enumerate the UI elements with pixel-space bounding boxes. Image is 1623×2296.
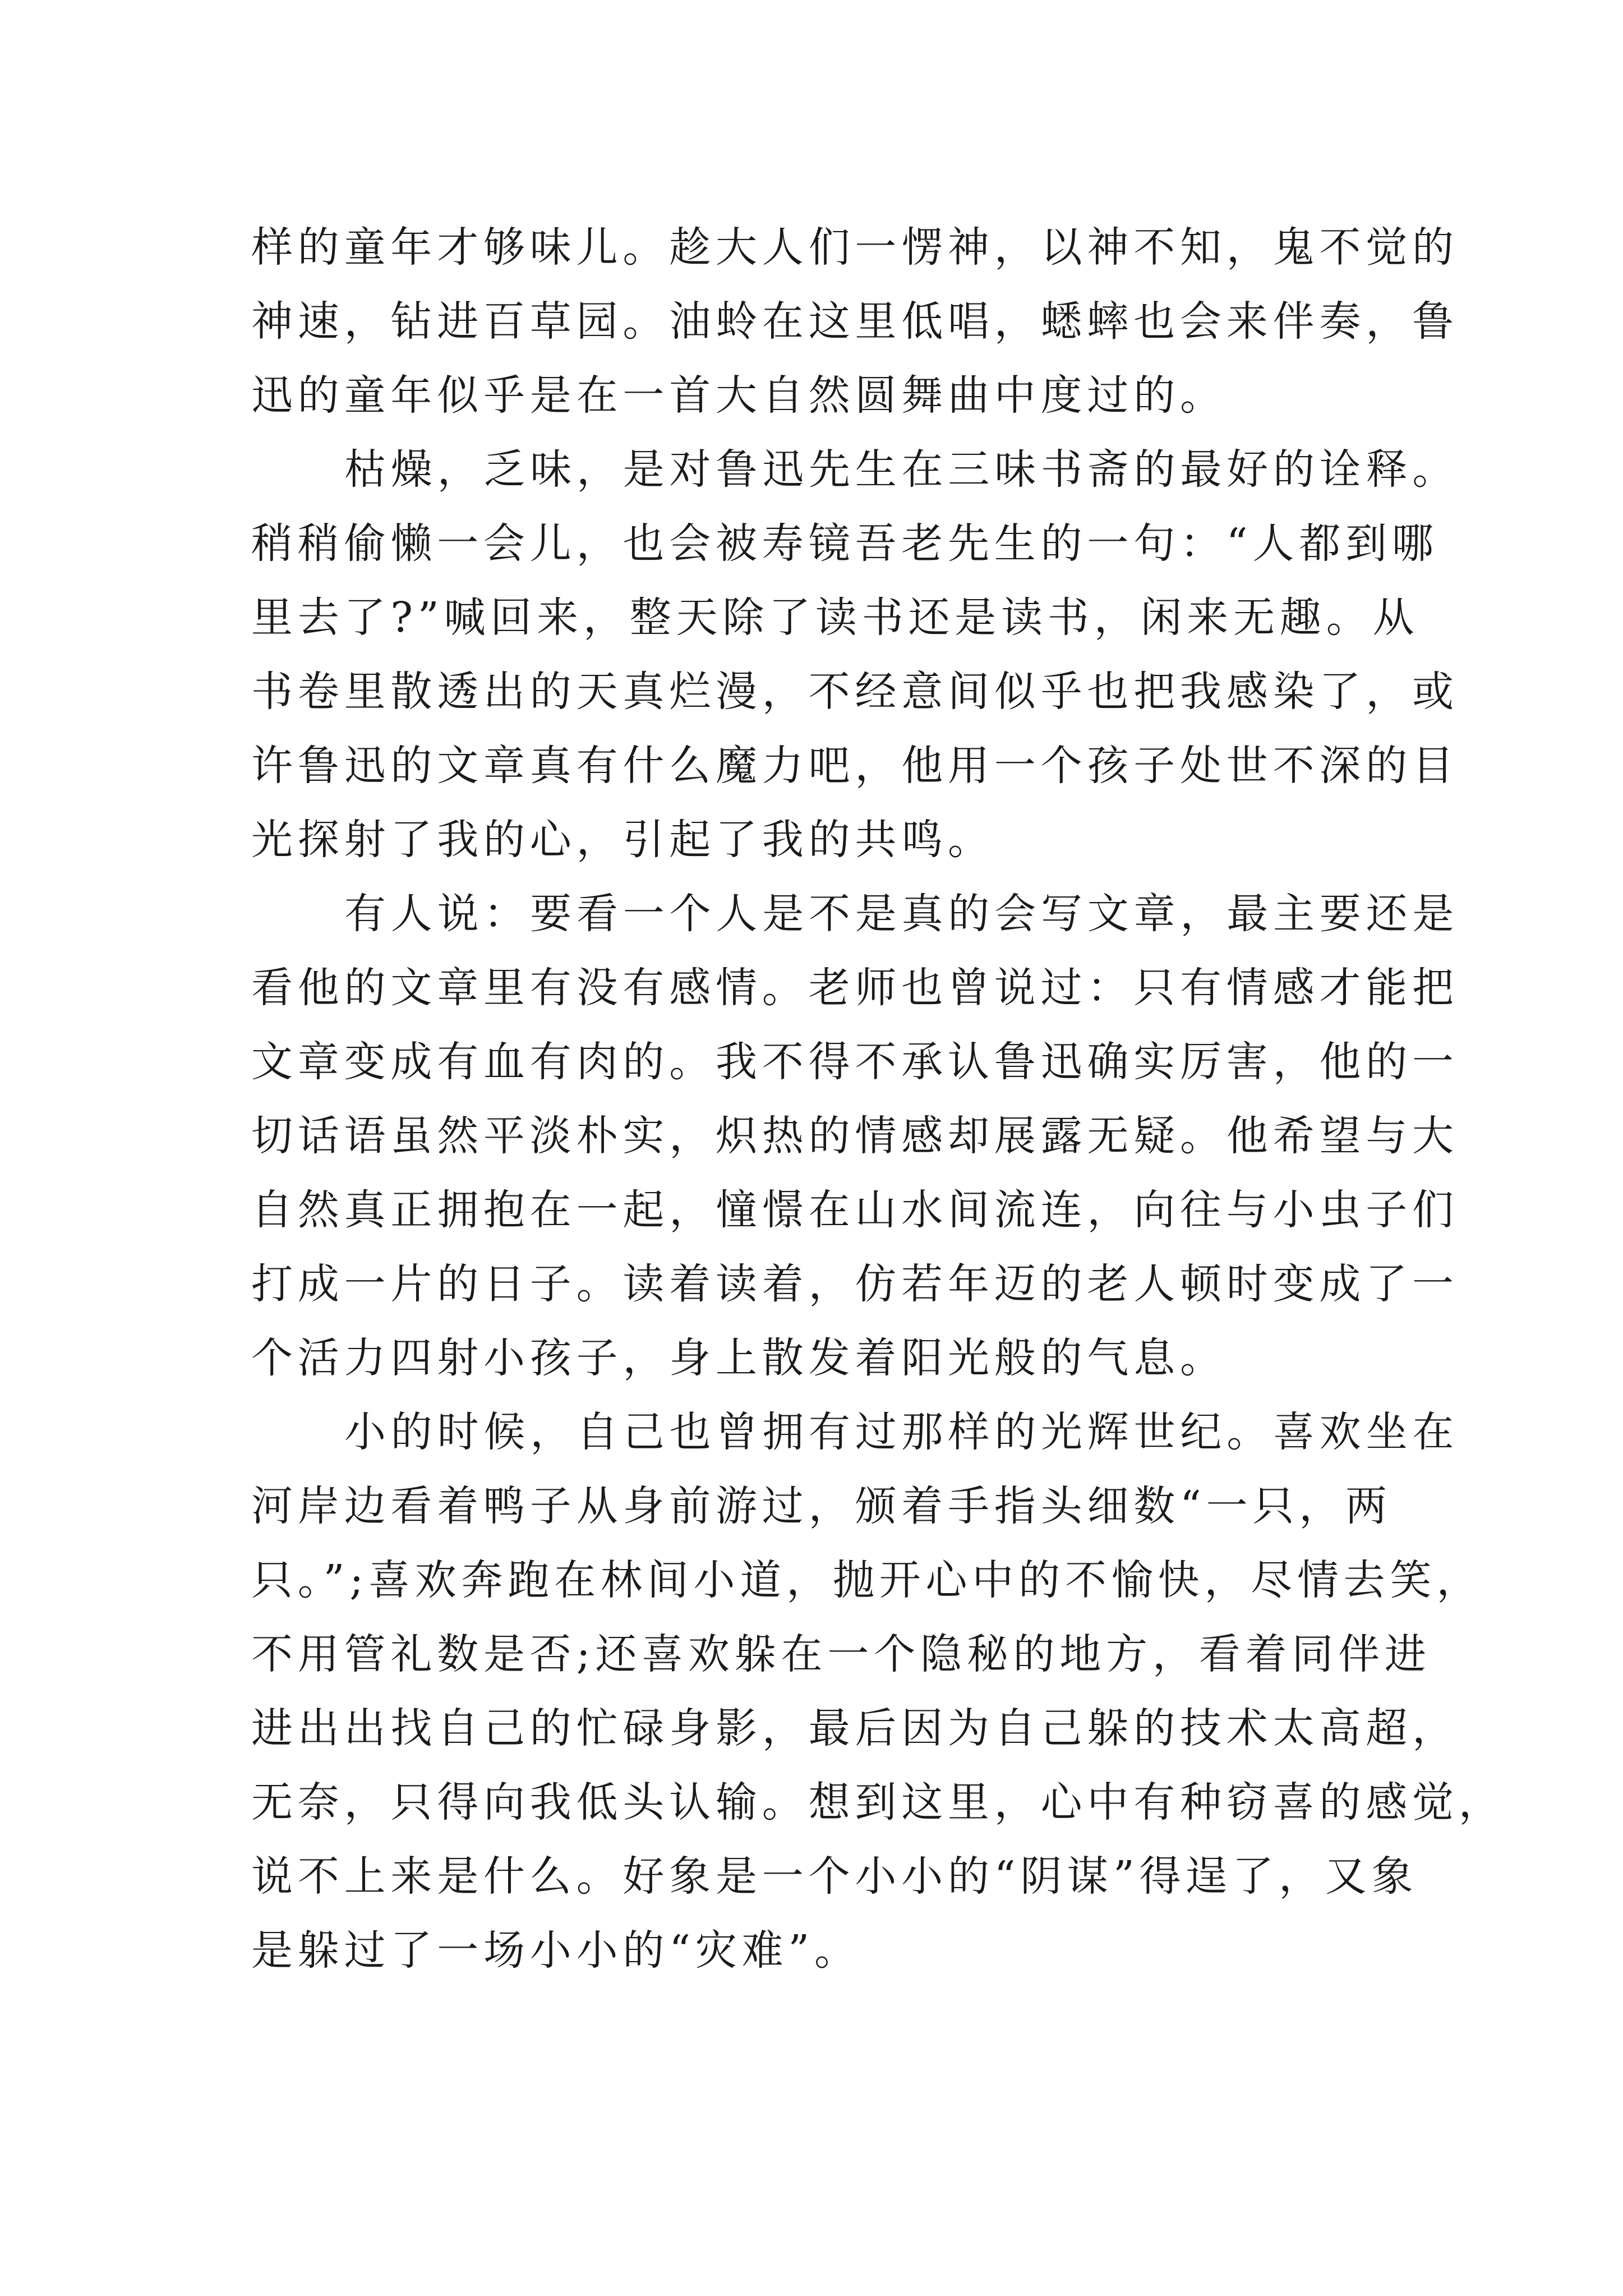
text-line: 神速，钻进百草园。油蛉在这里低唱，蟋蟀也会来伴奏，鲁 bbox=[251, 297, 1459, 346]
text-line: 不用管礼数是否;还喜欢躲在一个隐秘的地方，看着同伴进 bbox=[251, 1630, 1431, 1678]
paragraph-first-line: 枯燥，乏味，是对鲁迅先生在三味书斋的最好的诠释。 bbox=[344, 445, 1459, 494]
text-line: 无奈，只得向我低头认输。想到这里，心中有种窃喜的感觉， bbox=[251, 1778, 1505, 1826]
text-line: 看他的文章里有没有感情。老师也曾说过：只有情感才能把 bbox=[251, 964, 1459, 1012]
text-line: 打成一片的日子。读着读着，仿若年迈的老人顿时变成了一 bbox=[251, 1260, 1459, 1308]
text-line: 河岸边看着鸭子从身前游过，颁着手指头细数“一只，两 bbox=[251, 1482, 1392, 1530]
text-line: 许鲁迅的文章真有什么魔力吧，他用一个孩子处世不深的目 bbox=[251, 742, 1459, 790]
text-line: 切话语虽然平淡朴实，炽热的情感却展露无疑。他希望与大 bbox=[251, 1112, 1459, 1160]
text-line: 迅的童年似乎是在一首大自然圆舞曲中度过的。 bbox=[251, 371, 1227, 420]
paragraph-first-line: 小的时候，自己也曾拥有过那样的光辉世纪。喜欢坐在 bbox=[344, 1408, 1459, 1456]
text-line: 书卷里散透出的天真烂漫，不经意间似乎也把我感染了，或 bbox=[251, 668, 1459, 716]
text-line: 样的童年才够味儿。趁大人们一愣神，以神不知，鬼不觉的 bbox=[251, 223, 1459, 272]
text-line: 里去了?”喊回来，整天除了读书还是读书，闲来无趣。从 bbox=[251, 593, 1419, 642]
text-line: 只。”;喜欢奔跑在林间小道，抛开心中的不愉快，尽情去笑， bbox=[251, 1556, 1483, 1604]
text-line: 进出出找自己的忙碌身影，最后因为自己躲的技术太高超， bbox=[251, 1704, 1459, 1752]
text-line: 是躲过了一场小小的“灾难”。 bbox=[251, 1926, 861, 1975]
body-text bbox=[251, 210, 1505, 1987]
text-line: 个活力四射小孩子，身上散发着阳光般的气息。 bbox=[251, 1334, 1227, 1382]
paragraph-first-line: 有人说：要看一个人是不是真的会写文章，最主要还是 bbox=[344, 890, 1459, 938]
text-line: 稍稍偷懒一会儿，也会被寿镜吾老先生的一句：“人都到哪 bbox=[251, 519, 1438, 568]
text-line: 自然真正拥抱在一起，憧憬在山水间流连，向往与小虫子们 bbox=[251, 1186, 1459, 1234]
text-line: 文章变成有血有肉的。我不得不承认鲁迅确实厉害，他的一 bbox=[251, 1038, 1459, 1086]
text-line: 光探射了我的心，引起了我的共鸣。 bbox=[251, 816, 994, 864]
text-line: 说不上来是什么。好象是一个小小的“阴谋”得逞了，又象 bbox=[251, 1852, 1418, 1901]
